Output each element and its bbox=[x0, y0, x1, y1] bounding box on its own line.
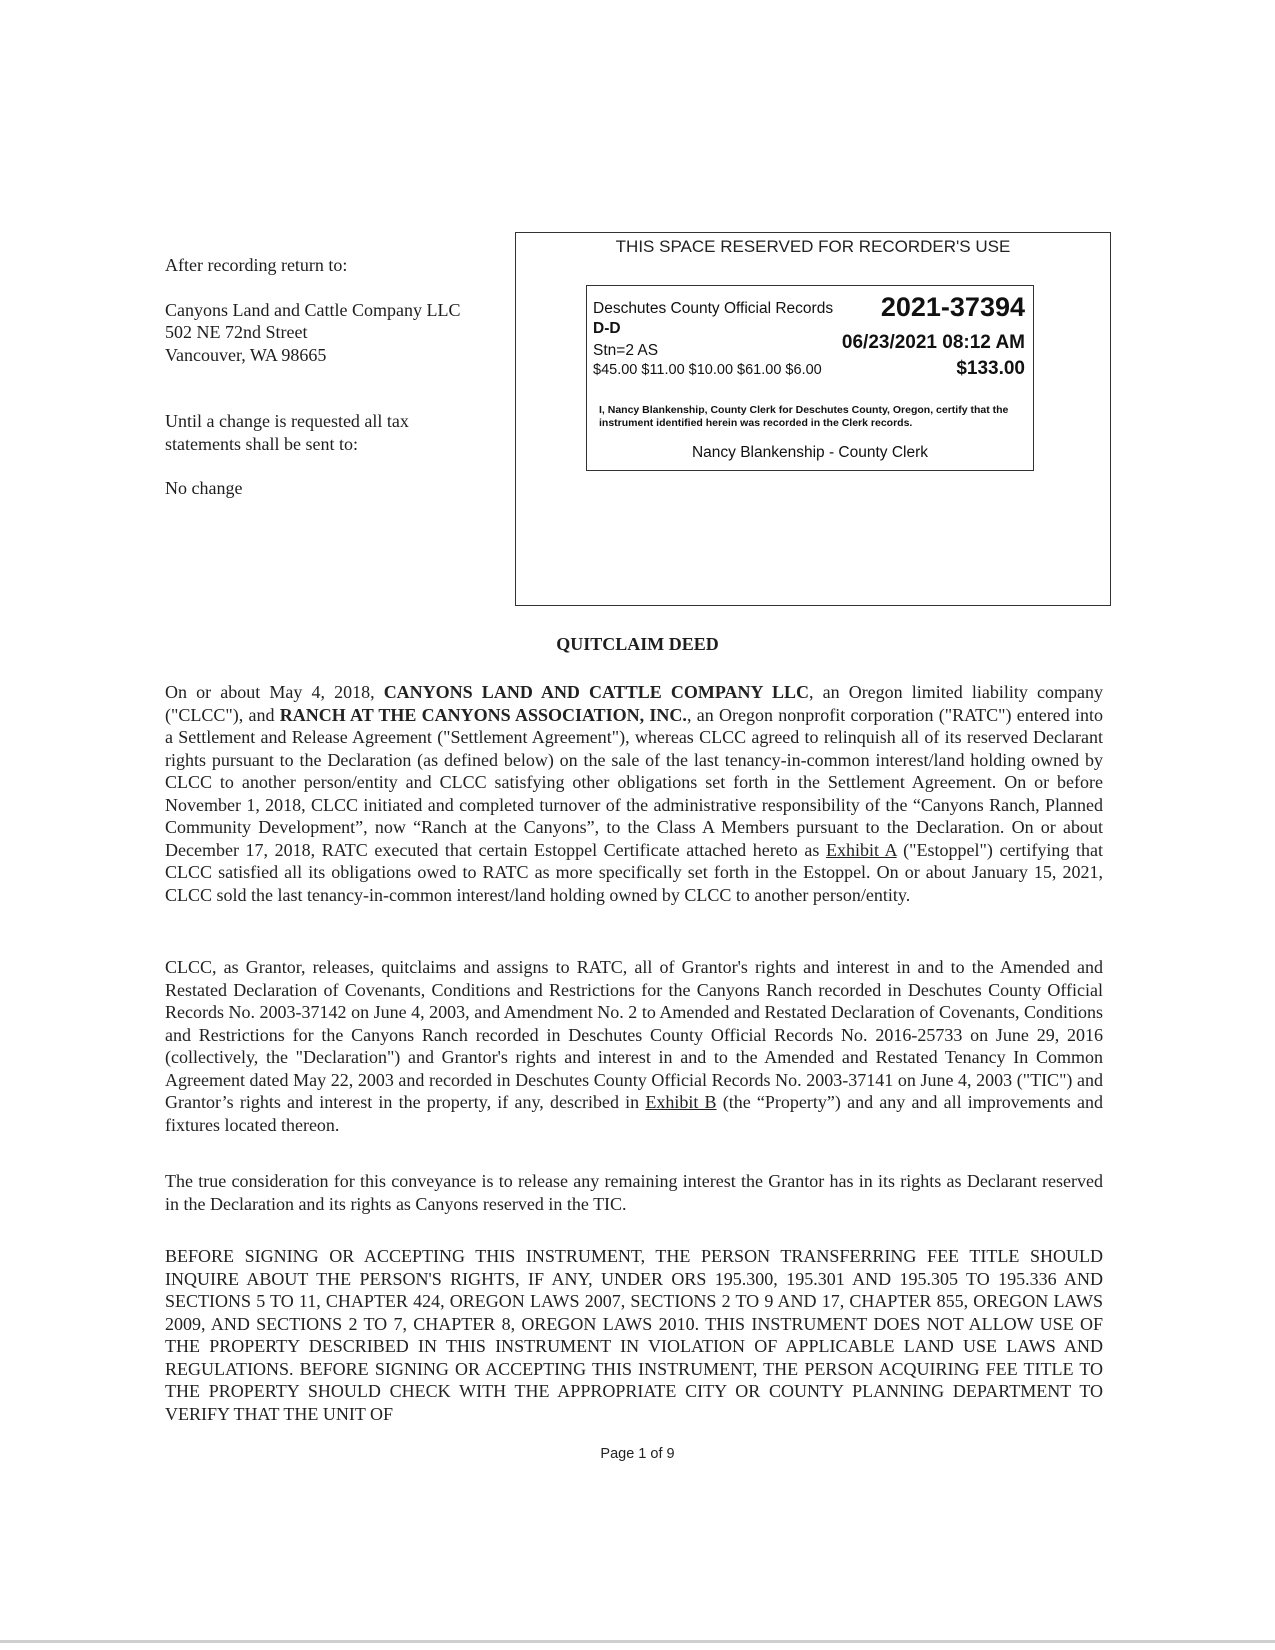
recital-paragraph bbox=[165, 681, 1103, 906]
exhibit-a-reference: Exhibit A bbox=[825, 839, 897, 860]
records-label: Deschutes County Official Records bbox=[593, 300, 834, 317]
record-number: 2021-37394 bbox=[880, 292, 1025, 322]
recital-text-1: On or about May 4, 2018, bbox=[165, 682, 384, 702]
conveyance-text-2: (the “Property”) and any and all improvements and fixtures located thereon. bbox=[165, 1092, 1103, 1135]
recital-text-2: , an Oregon limited liability company ("CLCC"), and bbox=[165, 682, 1103, 725]
recital-text-4: ("Estoppel") certifying that CLCC satisfied all its obligations owed to RATC as more specifically set forth in the Estoppel. On or about January 15, 2021, CLCC sold the last tenancy-in-common interest/land holding owned by CLCC to another person/entity. bbox=[165, 839, 1104, 905]
return-address-block bbox=[165, 254, 505, 500]
addressee-name: Canyons Land and Cattle Company LLC bbox=[165, 299, 461, 320]
fee-total: $133.00 bbox=[956, 358, 1025, 379]
station: Stn=2 AS bbox=[593, 342, 659, 359]
consideration-paragraph: The true consideration for this conveyance is to release any remaining interest the Grantor has in its rights as Declarant reserved in the Declaration and its rights as Canyons reserved in the TIC. bbox=[165, 1171, 1103, 1214]
clerk-name: Nancy Blankenship - County Clerk bbox=[691, 444, 929, 461]
addressee-city: Vancouver, WA 98665 bbox=[165, 344, 327, 365]
exhibit-b-reference: Exhibit B bbox=[645, 1092, 717, 1112]
document-title: QUITCLAIM DEED bbox=[556, 634, 719, 654]
grantee-name: RANCH AT THE CANYONS ASSOCIATION, INC. bbox=[279, 704, 687, 725]
clerk-certification: I, Nancy Blankenship, County Clerk for Deschutes County, Oregon, certify that the instrument identified herein was recorded in the Clerk records. bbox=[599, 404, 1009, 429]
conveyance-paragraph bbox=[165, 956, 1103, 1136]
tax-statement-line-2: statements shall be sent to: bbox=[165, 433, 358, 454]
scan-edge-divider bbox=[0, 1640, 1275, 1643]
return-addressee bbox=[165, 299, 505, 367]
recorder-box-title: THIS SPACE RESERVED FOR RECORDER'S USE bbox=[615, 237, 1011, 256]
recording-stamp bbox=[586, 285, 1034, 471]
doc-type: D-D bbox=[593, 320, 621, 337]
tax-statement-line-1: Until a change is requested all tax bbox=[165, 411, 409, 431]
recorder-use-box bbox=[515, 232, 1111, 606]
no-change-text: No change bbox=[165, 478, 243, 498]
tax-statement-label bbox=[165, 410, 505, 455]
statutory-warning-paragraph: BEFORE SIGNING OR ACCEPTING THIS INSTRUMENT, THE PERSON TRANSFERRING FEE TITLE SHOULD INQUIRE ABOUT THE PERSON'S RIGHTS, IF ANY, UNDER ORS 195.300, 195.301 AND 195.305 TO 195.336 AND SECTIONS 5 TO 11, CHAPTER 424, OREGON LAWS 2007, SECTIONS 2 TO 9 AND 17, CHAPTER 855, OREGON LAWS 2009, AND SECTIONS 2 TO 7, CHAPTER 8, OREGON LAWS 2010. THIS INSTRUMENT DOES NOT ALLOW USE OF THE PROPERTY DESCRIBED IN THIS INSTRUMENT IN VIOLATION OF APPLICABLE LAND USE LAWS AND REGULATIONS. BEFORE SIGNING OR ACCEPTING THIS INSTRUMENT, THE PERSON ACQUIRING FEE TITLE TO THE PROPERTY SHOULD CHECK WITH THE APPROPRIATE CITY OR COUNTY PLANNING DEPARTMENT TO VERIFY THAT THE UNIT OF bbox=[165, 1246, 1103, 1424]
recital-text-3: , an Oregon nonprofit corporation ("RATC") entered into a Settlement and Release Agreement ("Settlement Agreement"), whereas CLCC agreed to relinquish all of its reserved Declarant rights pursuant to the Declaration (as defined below) on the sale of the last tenancy-in-common interest/land holding owned by CLCC to another person/entity and CLCC satisfying other obligations set forth in the Settlement Agreement. On or before November 1, 2018, CLCC initiated and completed turnover of the administrative responsibility of the “Canyons Ranch, Planned Community Development”, now “Ranch at the Canyons”, to the Class A Members pursuant to the Declaration. On or about December 17, 2018, RATC executed that certain Estoppel Certificate attached hereto as bbox=[165, 704, 1104, 860]
after-recording-label: After recording return to: bbox=[165, 255, 348, 275]
addressee-street: 502 NE 72nd Street bbox=[165, 322, 308, 342]
page-number: Page 1 of 9 bbox=[600, 1446, 675, 1462]
record-datetime: 06/23/2021 08:12 AM bbox=[841, 332, 1025, 353]
conveyance-text-1: CLCC, as Grantor, releases, quitclaims and assigns to RATC, all of Grantor's rights and interest in and to the Amended and Restated Declaration of Covenants, Conditions and Restrictions for the Canyons Ranch recorded in Deschutes County Official Records No. 2003-37142 on June 4, 2003, and Amendment No. 2 to Amended and Restated Declaration of Covenants, Conditions and Restrictions for the Canyons Ranch recorded in Deschutes County Official Records No. 2016-25733 on June 29, 2016 (collectively, the "Declaration") and Grantor's rights and interest in and to the Amended and Restated Tenancy In Common Agreement dated May 22, 2003 and recorded in Deschutes County Official Records No. 2003-37141 on June 4, 2003 ("TIC") and Grantor’s rights and interest in the property, if any, described in bbox=[165, 957, 1103, 1112]
fee-list: $45.00 $11.00 $10.00 $61.00 $6.00 bbox=[593, 362, 822, 378]
grantor-name: CANYONS LAND AND CATTLE COMPANY LLC bbox=[383, 682, 809, 702]
